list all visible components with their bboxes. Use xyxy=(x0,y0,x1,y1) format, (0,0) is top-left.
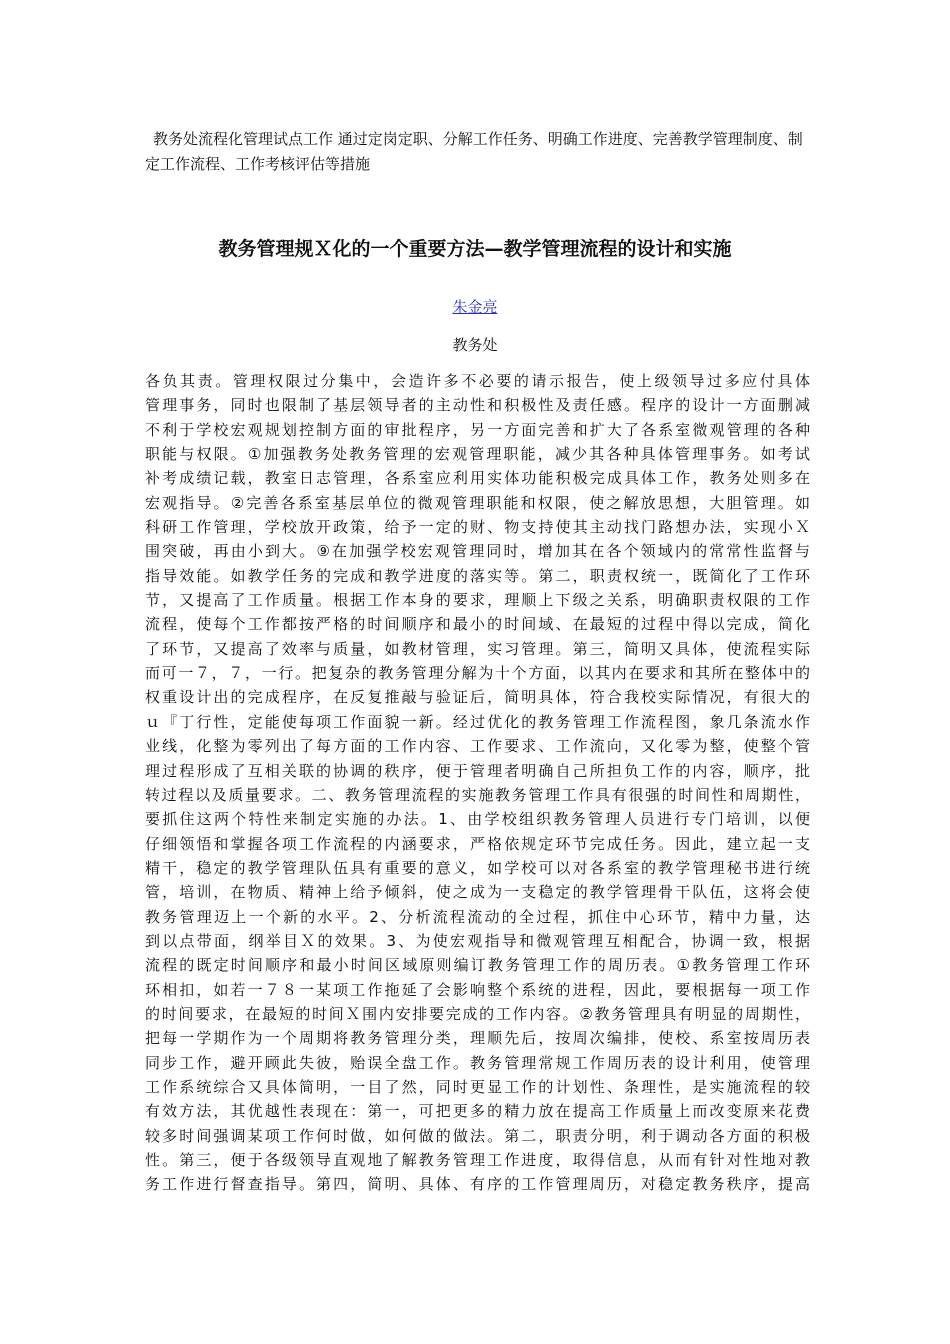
body-text-line: 不利于学校宏观规划控制方面的审批程序，另一方面完善和扩大了各系室微观管理的各种 xyxy=(145,420,810,439)
body-text-line: 权重设计出的完成程序，在反复推敲与验证后，简明具体，符合我校实际情况，有很大的 xyxy=(145,688,810,707)
body-text-line: ｕ『丁行性，定能使每项工作面貌一新。经过优化的教务管理工作流程图，象几条流水作 xyxy=(145,712,810,731)
body-text-line: 指导效能。如教学任务的完成和教学进度的落实等。第二，职责权统一，既简化了工作环 xyxy=(145,566,810,585)
body-text-line: 而可一７，７，一行。把复杂的教务管理分解为十个方面，以其内在要求和其所在整体中的 xyxy=(145,664,810,683)
body-text-line: 宏观指导。②完善各系室基层单位的微观管理职能和权限，使之解放思想，大胆管理。如 xyxy=(145,493,810,512)
body-text-line: 业线，化整为零列出了每方面的工作内容、工作要求、工作流向，又化零为整，使整个管 xyxy=(145,737,810,756)
body-text-line: 各负其责。管理权限过分集中，会造许多不必要的请示报告，使上级领导过多应付具体 xyxy=(145,372,810,390)
body-text-line: 节，又提高了工作质量。根据工作本身的要求，理顺上下级之关系，明确职责权限的工作 xyxy=(145,591,810,610)
body-text-line: 了环节，又提高了效率与质量，如教材管理，实习管理。第三，简明又具体，使流程实际 xyxy=(145,639,810,658)
body-text-line: 补考成绩记载，教室日志管理，各系室应利用实体功能积极完成具体工作，教务处则多在 xyxy=(145,469,810,488)
body-text-line: 的时间要求，在最短的时间Ｘ围内安排要完成的工作内容。②教务管理具有明显的周期性， xyxy=(145,1004,810,1023)
body-text-line: 教务管理迈上一个新的水平。2、分析流程流动的全过程，抓住中心环节，精中力量，达 xyxy=(145,907,810,926)
body-text-line: 仔细领悟和掌握各项工作流程的内涵要求，严格依规定环节完成任务。因此，建立起一支 xyxy=(145,834,810,853)
body-text-line: 围突破，再由小到大。⑨在加强学校宏观管理同时，增加其在各个领域内的常常性监督与 xyxy=(145,542,810,561)
department-label: 教务处 xyxy=(452,336,498,354)
author-link[interactable]: 朱金亮 xyxy=(452,298,498,316)
body-text-line: 科研工作管理，学校放开政策，给予一定的财、物支持使其主动找门路想办法，实现小Ｘ xyxy=(145,518,810,537)
body-text-line: 到以点带面，纲举目Ｘ的效果。3、为使宏观指导和微观管理互相配合，协调一致，根据 xyxy=(145,931,810,950)
body-text-line: 管，培训，在物质、精神上给予倾斜，使之成为一支稳定的教学管理骨干队伍，这将会使 xyxy=(145,883,810,902)
body-text-line: 管理事务，同时也限制了基层领导者的主动性和积极性及责任感。程序的设计一方面删减 xyxy=(145,396,810,415)
body-text-line: 工作系统综合又具体简明，一目了然，同时更显工作的计划性、条理性，是实施流程的较 xyxy=(145,1077,810,1096)
article-body xyxy=(145,369,810,1197)
body-text-line: 把每一学期作为一个周期将教务管理分类，理顺先后，按周次编排，使校、系室按周历表 xyxy=(145,1029,810,1048)
body-text-line: 有效方法，其优越性表现在：第一，可把更多的精力放在提高工作质量上而改变原来花费 xyxy=(145,1102,810,1121)
body-text-line: 较多时间强调某项工作何时做，如何做的做法。第二，职责分明，利于调动各方面的积极 xyxy=(145,1126,810,1145)
body-text-line: 理过程形成了互相关联的协调的秩序，便于管理者明确自己所担负工作的内容，顺序，批 xyxy=(145,761,810,780)
intro-paragraph: 教务处流程化管理试点工作 通过定岗定职、分解工作任务、明确工作进度、完善教学管理制度、制定工作流程、工作考核评估等措施 xyxy=(145,130,803,173)
body-text-line: 流程，使每个工作都按严格的时间顺序和最小的时间域、在最短的过程中得以完成，简化 xyxy=(145,615,810,634)
body-text-line: 职能与权限。①加强教务处教务管理的宏观管理职能，减少其各种具体管理事务。如考试 xyxy=(145,445,810,464)
body-text-line: 同步工作，避开顾此失彼，贻误全盘工作。教务管理常规工作周历表的设计利用，使管理 xyxy=(145,1053,810,1072)
body-text-line: 精干，稳定的教学管理队伍具有重要的意义，如学校可以对各系室的教学管理秘书进行统 xyxy=(145,858,810,877)
body-text-line: 要抓住这两个特性来制定实施的办法。1、由学校组织教务管理人员进行专门培训，以便 xyxy=(145,810,810,829)
body-text-line: 务工作进行督查指导。第四，简明、具体、有序的工作管理周历，对稳定教务秩序，提高 xyxy=(145,1175,810,1194)
author-line xyxy=(0,296,950,318)
article-title: 教务管理规Ｘ化的一个重要方法—教学管理流程的设计和实施 xyxy=(218,238,732,260)
body-text-line: 转过程以及质量要求。二、教务管理流程的实施教务管理工作具有很强的时间性和周期性， xyxy=(145,785,810,804)
body-text-line: 流程的既定时间顺序和最小时间区域原则编订教务管理工作的周历表。①教务管理工作环 xyxy=(145,956,810,975)
body-text-line: 性。第三，便于各级领导直观地了解教务管理工作进度，取得信息，从而有针对性地对教 xyxy=(145,1151,810,1169)
body-text-line: 环相扣，如若一７８一某项工作拖延了会影响整个系统的进程，因此，要根据每一项工作 xyxy=(145,980,810,999)
